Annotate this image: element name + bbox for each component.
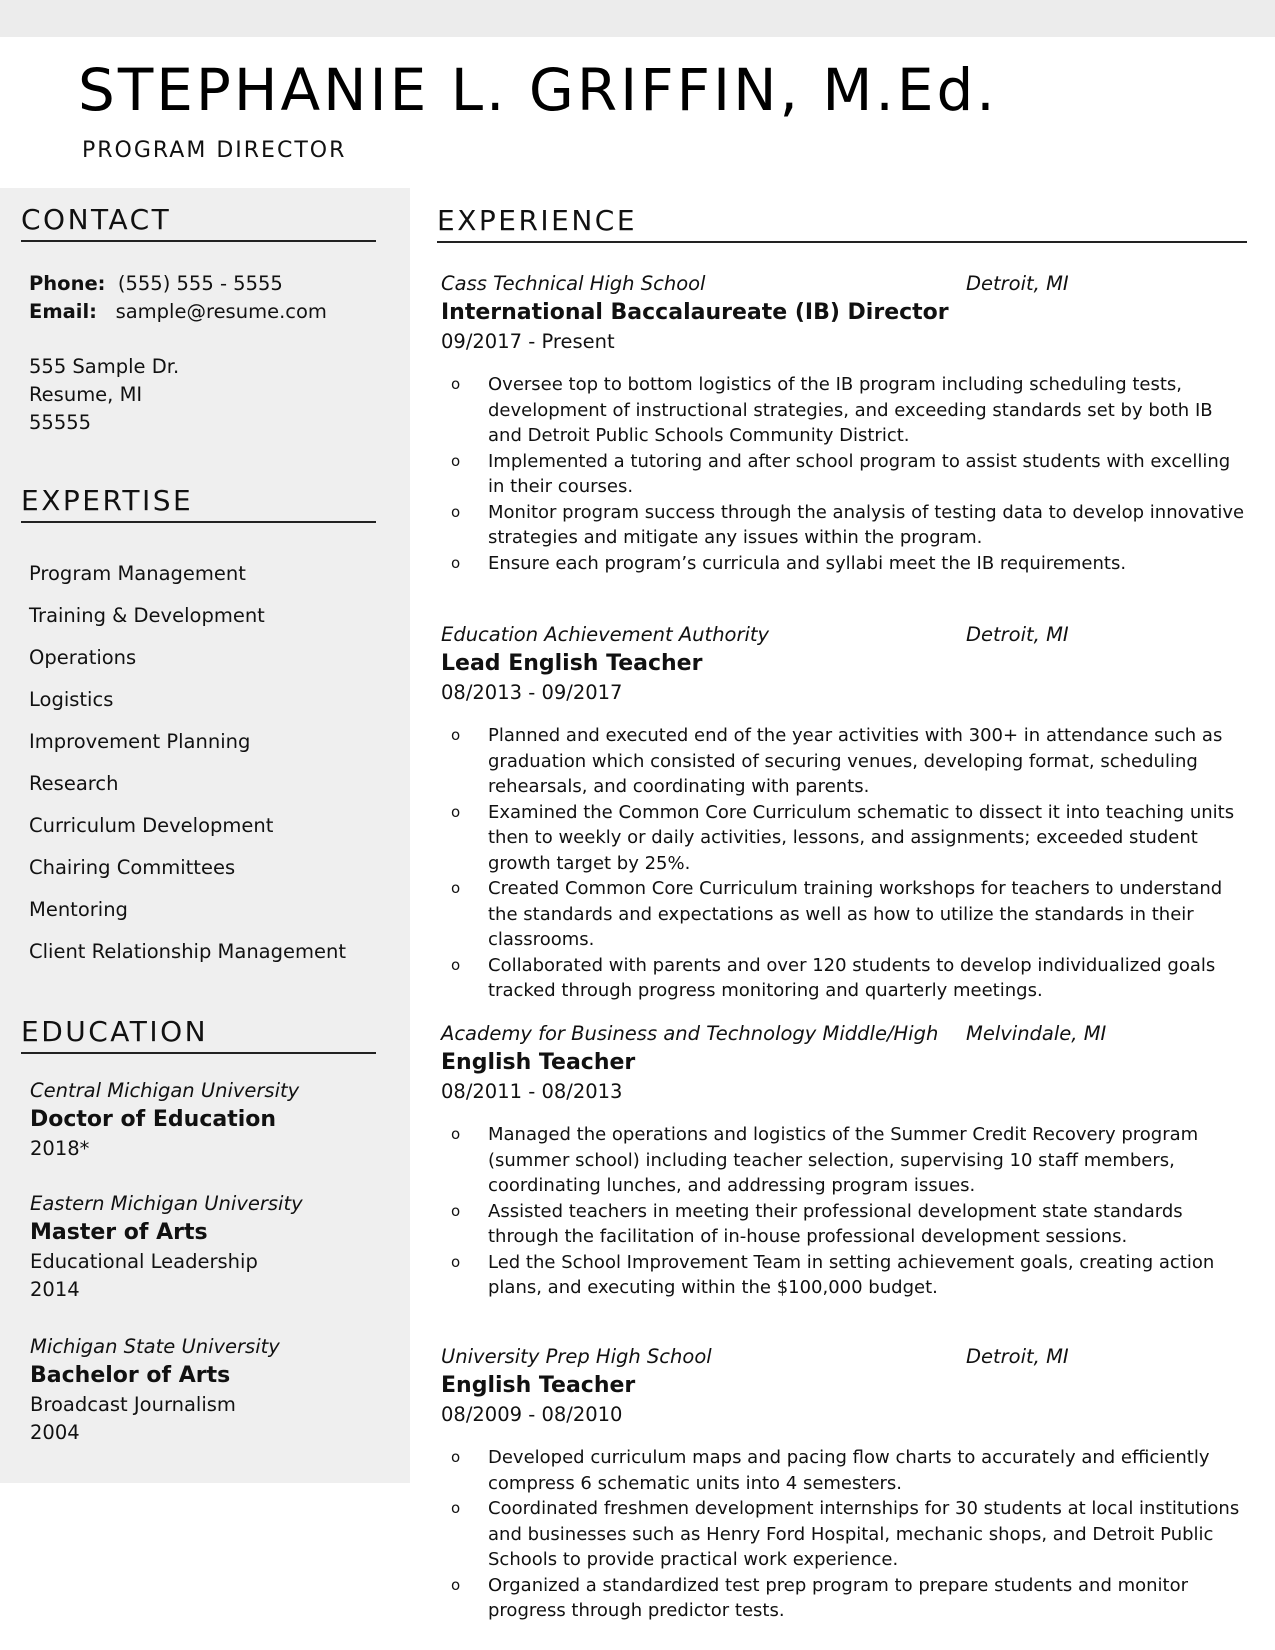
expertise-item: Client Relationship Management	[29, 940, 347, 963]
candidate-title: PROGRAM DIRECTOR	[82, 138, 347, 163]
job-bullet-text: Implemented a tutoring and after school program to assist students with excelling in their courses.	[488, 450, 1231, 497]
job-bullet-text: Oversee top to bottom logistics of the IB program including scheduling tests, development of instructional strategies, and exceeding standards set by both IB and Detroit Public Schools Community District.	[488, 374, 1213, 446]
job-bullet	[441, 800, 1251, 877]
job-bullet-text: Planned and executed end of the year activities with 300+ in attendance such as graduation which consisted of securing venues, developing format, scheduling rehearsals, and coordinating with parents.	[488, 725, 1223, 797]
contact-phone	[29, 270, 283, 298]
bullet-circle-icon: o	[451, 1125, 461, 1143]
job-dates: 09/2017 - Present	[441, 330, 615, 353]
expertise-list	[29, 553, 346, 973]
expertise-item: Mentoring	[29, 898, 128, 921]
job-location: Detroit, MI	[966, 1345, 1069, 1368]
job-bullet-text: Organized a standardized test prep program to prepare students and monitor progress through predictor tests.	[488, 1574, 1189, 1621]
job-bullet	[441, 1122, 1251, 1199]
job-bullet	[441, 876, 1251, 953]
job-bullets	[441, 1445, 1251, 1624]
job-bullet	[441, 500, 1251, 551]
education-year: 2004	[30, 1421, 80, 1444]
job-entry	[441, 270, 1251, 576]
expertise-heading: EXPERTISE	[21, 484, 376, 523]
bullet-circle-icon: o	[451, 1201, 461, 1220]
job-bullet-text: Collaborated with parents and over 120 students to develop individualized goals tracked through progress monitoring and quarterly meetings.	[488, 954, 1216, 1001]
job-bullet-text: Ensure each program’s curricula and syllabi meet the IB requirements.	[488, 552, 1127, 574]
job-bullet	[441, 1573, 1251, 1624]
job-employer: Cass Technical High School	[441, 272, 706, 295]
education-field: Broadcast Journalism	[30, 1393, 236, 1416]
job-title: International Baccalaureate (IB) Director	[441, 300, 949, 325]
job-bullet	[441, 1496, 1251, 1573]
email-value[interactable]: sample@resume.com	[115, 300, 327, 323]
job-bullet-text: Coordinated freshmen development internships for 30 students at local institutions and businesses such as Henry Ford Hospital, mechanic shops, and Detroit Public Schools to provide practical work experience.	[488, 1498, 1240, 1570]
job-bullet-text: Developed curriculum maps and pacing flow charts to accurately and efficiently compress 6 schematic units into 4 semesters.	[488, 1447, 1210, 1494]
job-location: Detroit, MI	[966, 272, 1069, 295]
job-bullet-text: Managed the operations and logistics of the Summer Credit Recovery program (summer school) including teacher selection, supervising 10 staff members, coordinating lunches, and addressing program issues.	[488, 1124, 1199, 1196]
bullet-circle-icon: o	[451, 451, 461, 470]
education-field: Educational Leadership	[30, 1250, 258, 1273]
job-title: English Teacher	[441, 1050, 636, 1075]
job-bullet	[441, 723, 1251, 800]
job-entry	[441, 621, 1251, 1004]
address-line-3: 55555	[29, 411, 92, 434]
bullet-circle-icon: o	[451, 502, 461, 521]
bullet-circle-icon: o	[451, 375, 461, 393]
expertise-item: Program Management	[29, 562, 246, 585]
job-bullets	[441, 1122, 1251, 1301]
bullet-circle-icon: o	[451, 726, 461, 744]
phone-label: Phone:	[29, 272, 106, 295]
education-year: 2018*	[30, 1137, 90, 1160]
education-school: Eastern Michigan University	[30, 1192, 303, 1215]
expertise-item: Training & Development	[29, 604, 265, 627]
contact-email	[29, 298, 327, 326]
job-location: Detroit, MI	[966, 623, 1069, 646]
job-title: Lead English Teacher	[441, 651, 703, 676]
address-line-2: Resume, MI	[29, 383, 143, 406]
top-band	[0, 0, 1275, 37]
expertise-item: Improvement Planning	[29, 730, 251, 753]
job-bullet-text: Led the School Improvement Team in setting achievement goals, creating action plans, and executing within the $100,000 budget.	[488, 1251, 1215, 1298]
bullet-circle-icon: o	[451, 955, 461, 974]
education-degree: Doctor of Education	[30, 1107, 277, 1132]
candidate-name: STEPHANIE L. GRIFFIN, M.Ed.	[78, 56, 998, 124]
job-bullet	[441, 1445, 1251, 1496]
expertise-item: Research	[29, 772, 119, 795]
email-label: Email:	[29, 300, 97, 323]
job-bullet	[441, 551, 1251, 577]
job-bullet	[441, 449, 1251, 500]
education-year: 2014	[30, 1278, 80, 1301]
job-entry	[441, 1343, 1251, 1624]
bullet-circle-icon: o	[451, 1499, 461, 1517]
job-title: English Teacher	[441, 1373, 636, 1398]
job-bullets	[441, 723, 1251, 1004]
bullet-circle-icon: o	[451, 802, 461, 821]
education-school: Michigan State University	[30, 1335, 280, 1358]
bullet-circle-icon: o	[451, 1448, 461, 1466]
job-employer: University Prep High School	[441, 1345, 712, 1368]
bullet-circle-icon: o	[451, 1575, 461, 1594]
job-bullet	[441, 953, 1251, 1004]
education-entry	[30, 1190, 303, 1304]
job-employer: Education Achievement Authority	[441, 623, 770, 646]
bullet-circle-icon: o	[451, 1252, 461, 1271]
job-bullet-text: Assisted teachers in meeting their professional development state standards through the facilitation of in-house professional development sessions.	[488, 1200, 1183, 1247]
bullet-circle-icon: o	[451, 553, 461, 572]
education-degree: Bachelor of Arts	[30, 1363, 231, 1388]
job-dates: 08/2011 - 08/2013	[441, 1080, 623, 1103]
expertise-item: Chairing Committees	[29, 856, 236, 879]
job-bullet-text: Monitor program success through the analysis of testing data to develop innovative strategies and mitigate any issues within the program.	[488, 501, 1245, 548]
experience-heading: EXPERIENCE	[437, 204, 1247, 243]
job-employer: Academy for Business and Technology Middle/High	[441, 1022, 939, 1045]
job-entry	[441, 1020, 1251, 1301]
phone-value: (555) 555 - 5555	[117, 272, 283, 295]
job-dates: 08/2009 - 08/2010	[441, 1403, 623, 1426]
job-dates: 08/2013 - 09/2017	[441, 681, 623, 704]
expertise-item: Curriculum Development	[29, 814, 274, 837]
expertise-item: Operations	[29, 646, 137, 669]
job-bullet	[441, 372, 1251, 449]
education-school: Central Michigan University	[30, 1079, 300, 1102]
education-entry	[30, 1077, 299, 1163]
education-heading: EDUCATION	[21, 1015, 376, 1054]
job-bullet-text: Examined the Common Core Curriculum schematic to dissect it into teaching units then to weekly or daily activities, lessons, and assignments; exceeded student growth target by 25%.	[488, 801, 1235, 874]
job-location: Melvindale, MI	[966, 1022, 1107, 1045]
education-entry	[30, 1333, 280, 1447]
address-line-1: 555 Sample Dr.	[29, 355, 180, 378]
education-degree: Master of Arts	[30, 1220, 208, 1245]
job-bullet-text: Created Common Core Curriculum training workshops for teachers to understand the standards and expectations as well as how to utilize the standards in their classrooms.	[488, 878, 1223, 950]
job-bullets	[441, 372, 1251, 576]
expertise-item: Logistics	[29, 688, 114, 711]
job-bullet	[441, 1199, 1251, 1250]
job-bullet	[441, 1250, 1251, 1301]
bullet-circle-icon: o	[451, 879, 461, 897]
contact-heading: CONTACT	[21, 203, 376, 242]
